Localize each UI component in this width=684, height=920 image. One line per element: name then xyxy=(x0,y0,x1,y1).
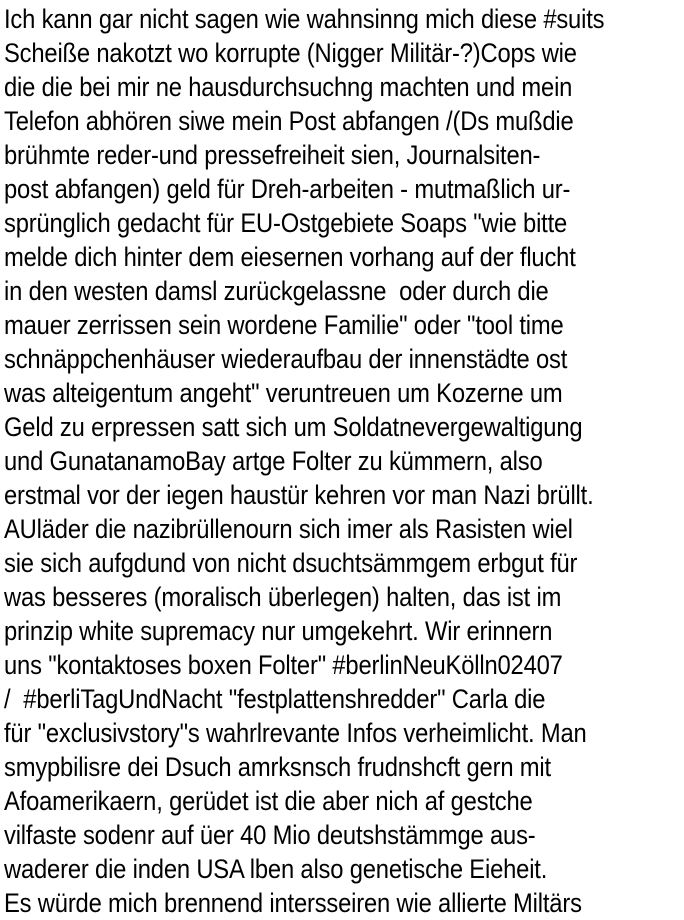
text-line: Scheiße nakotzt wo korrupte (Nigger Militär-?)Cops wie xyxy=(4,38,577,68)
text-line: waderer die inden USA lben also genetische Eieheit. xyxy=(4,854,548,884)
text-line: AUläder die nazibrüllenourn sich imer als Rasisten wiel xyxy=(4,514,573,544)
text-line: die die bei mir ne hausdurchsuchng machten und mein xyxy=(4,72,573,102)
text-line: sprünglich gedacht für EU-Ostgebiete Soaps "wie bitte xyxy=(4,208,568,238)
text-line: was alteigentum angeht" veruntreuen um Kozerne um xyxy=(4,378,563,408)
text-line: brühmte reder-und pressefreiheit sien, Journalsiten- xyxy=(4,140,541,170)
text-line: und GunatanamoBay artge Folter zu kümmern, also xyxy=(4,446,543,476)
text-line: melde dich hinter dem eiesernen vorhang auf der flucht xyxy=(4,242,576,272)
text-line: Es würde mich brennend intersseiren wie allierte Miltärs xyxy=(4,888,582,918)
text-line: für "exclusivstory"s wahrlrevante Infos verheimlicht. Man xyxy=(4,718,587,748)
text-line: vilfaste sodenr auf üer 40 Mio deutshstämmge aus- xyxy=(4,820,536,850)
text-line: Telefon abhören siwe mein Post abfangen /(Ds mußdie xyxy=(4,106,574,136)
text-line: Afoamerikaern, gerüdet ist die aber nich af gestche xyxy=(4,786,533,816)
text-line: Geld zu erpressen satt sich um Soldatnevergewaltigung xyxy=(4,412,583,442)
text-line: sie sich aufgdund von nicht dsuchtsämmgem erbgut für xyxy=(4,548,578,578)
text-line: erstmal vor der iegen haustür kehren vor man Nazi brüllt. xyxy=(4,480,594,510)
text-line: was besseres (moralisch überlegen) halten, das ist im xyxy=(4,582,562,612)
text-line: post abfangen) geld für Dreh-arbeiten - mutmaßlich ur- xyxy=(4,174,571,204)
text-line: uns "kontaktoses boxen Folter" #berlinNeuKölln02407 xyxy=(4,650,563,680)
text-line: / #berliTagUndNacht "festplattenshredder" Carla die xyxy=(4,684,546,714)
text-line: smypbilisre dei Dsuch amrksnsch frudnshcft gern mit xyxy=(4,752,551,782)
text-line: Ich kann gar nicht sagen wie wahnsinng mich diese #suits xyxy=(4,4,605,34)
text-line: in den westen damsl zurückgelassne oder durch die xyxy=(4,276,549,306)
text-line: prinzip white supremacy nur umgekehrt. Wir erinnern xyxy=(4,616,553,646)
text-line: mauer zerrissen sein wordene Familie" oder "tool time xyxy=(4,310,564,340)
text-line: schnäppchenhäuser wiederaufbau der innenstädte ost xyxy=(4,344,568,374)
